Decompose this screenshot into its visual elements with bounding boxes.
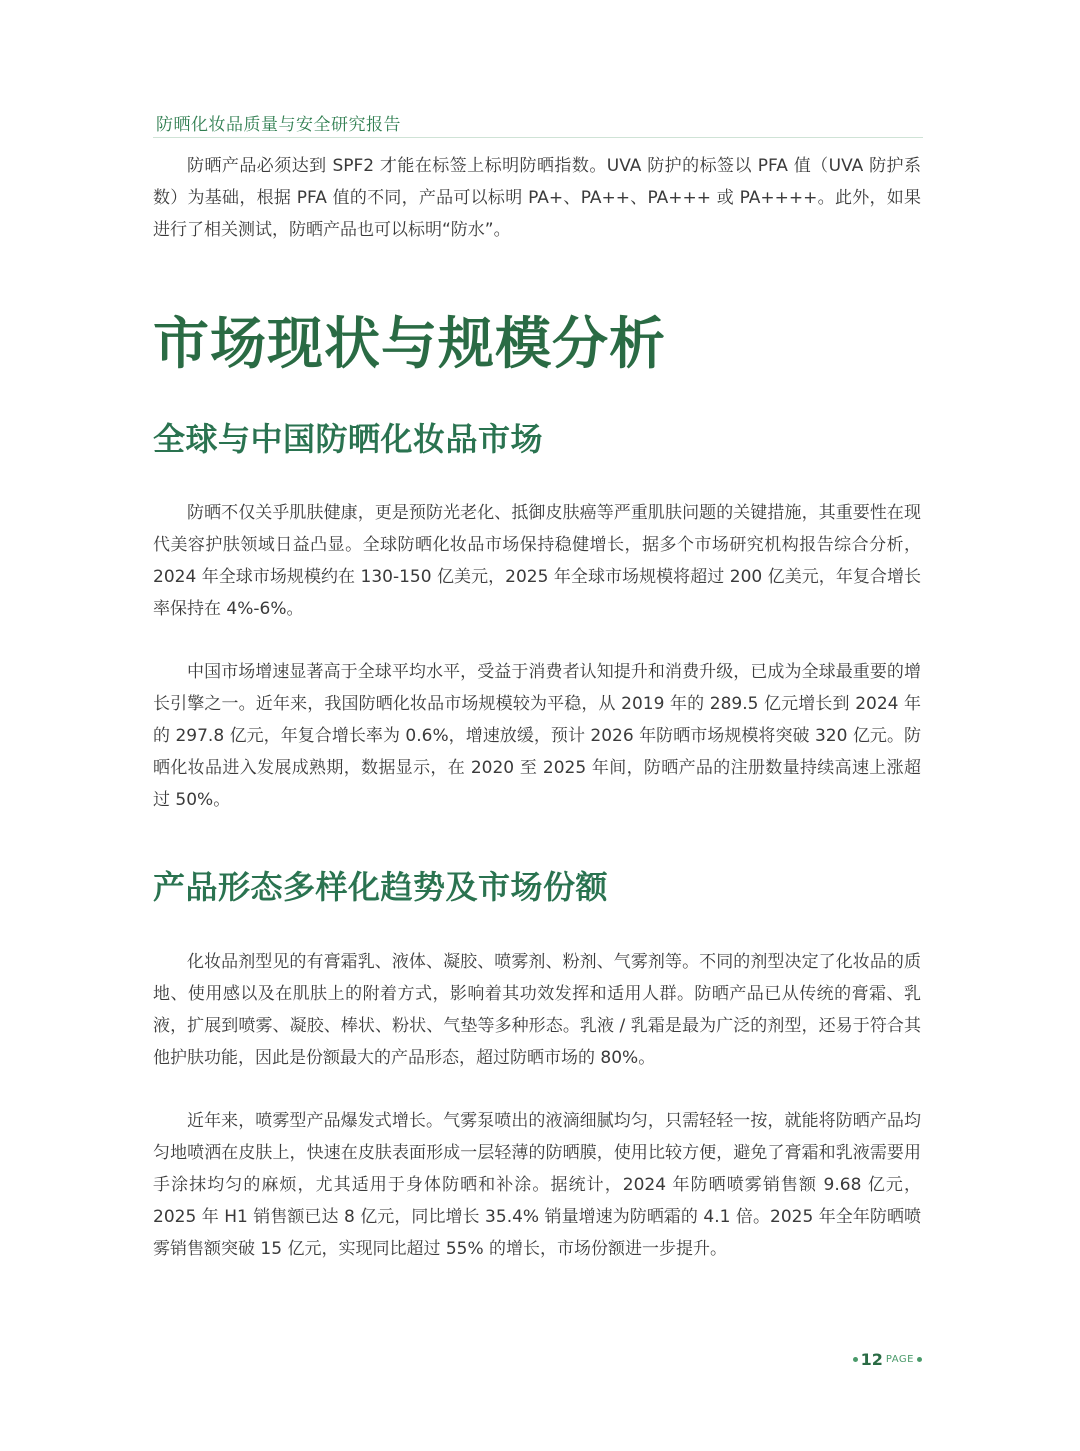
page-number-dot-left: [853, 1357, 858, 1362]
paragraph-china-market: 中国市场增速显著高于全球平均水平，受益于消费者认知提升和消费升级，已成为全球最重要的增长引擎之一。近年来，我国防晒化妆品市场规模较为平稳，从 2019 年的 289.5 亿元增长到 2024 年的 297.8 亿元，年复合增长率为 0.6%，增速放缓，预计 2026 年防晒市场规模将突破 320 亿元。防晒化妆品进入发展成熟期，数据显示，在 2020 至 2025 年间，防晒产品的注册数量持续高速上涨超过 50%。: [153, 662, 921, 810]
paragraph-product-forms: 化妆品剂型见的有膏霜乳、液体、凝胶、喷雾剂、粉剂、气雾剂等。不同的剂型决定了化妆品的质地、使用感以及在肌肤上的附着方式，影响着其功效发挥和适用人群。防晒产品已从传统的膏霜、乳液，扩展到喷雾、凝胶、棒状、粉状、气垫等多种形态。乳液 / 乳霜是最为广泛的剂型，还易于符合其他护肤功能，因此是份额最大的产品形态，超过防晒市场的 80%。: [153, 952, 921, 1068]
page-number-label: PAGE: [885, 1354, 914, 1365]
page-number: [853, 1350, 922, 1369]
running-header: 防晒化妆品质量与安全研究报告: [156, 115, 401, 135]
page-number-value: 12: [860, 1350, 883, 1369]
section-title-product-forms: 产品形态多样化趋势及市场份额: [153, 868, 609, 906]
header-divider: [153, 137, 923, 138]
paragraph-spray-products: 近年来，喷雾型产品爆发式增长。气雾泵喷出的液滴细腻均匀，只需轻轻一按，就能将防晒产品均匀地喷洒在皮肤上，快速在皮肤表面形成一层轻薄的防晒膜，使用比较方便，避免了膏霜和乳液需要用手涂抹均匀的麻烦，尤其适用于身体防晒和补涂。据统计，2024 年防晒喷雾销售额 9.68 亿元，2025 年 H1 销售额已达 8 亿元，同比增长 35.4% 销量增速为防晒霜的 4.1 倍。2025 年全年防晒喷雾销售额突破 15 亿元，实现同比超过 55% 的增长，市场份额进一步提升。: [153, 1111, 921, 1259]
chapter-title: 市场现状与规模分析: [153, 312, 666, 377]
page-number-dot-right: [917, 1357, 922, 1362]
section-title-global-china-market: 全球与中国防晒化妆品市场: [153, 420, 544, 458]
paragraph-global-market: 防晒不仅关乎肌肤健康，更是预防光老化、抵御皮肤癌等严重肌肤问题的关键措施，其重要性在现代美容护肤领域日益凸显。全球防晒化妆品市场保持稳健增长，据多个市场研究机构报告综合分析，2024 年全球市场规模约在 130-150 亿美元，2025 年全球市场规模将超过 200 亿美元，年复合增长率保持在 4%-6%。: [153, 503, 921, 619]
intro-paragraph: 防晒产品必须达到 SPF2 才能在标签上标明防晒指数。UVA 防护的标签以 PFA 值（UVA 防护系数）为基础，根据 PFA 值的不同，产品可以标明 PA+、PA++、PA+++ 或 PA++++。此外，如果进行了相关测试，防晒产品也可以标明“防水”。: [153, 156, 921, 240]
